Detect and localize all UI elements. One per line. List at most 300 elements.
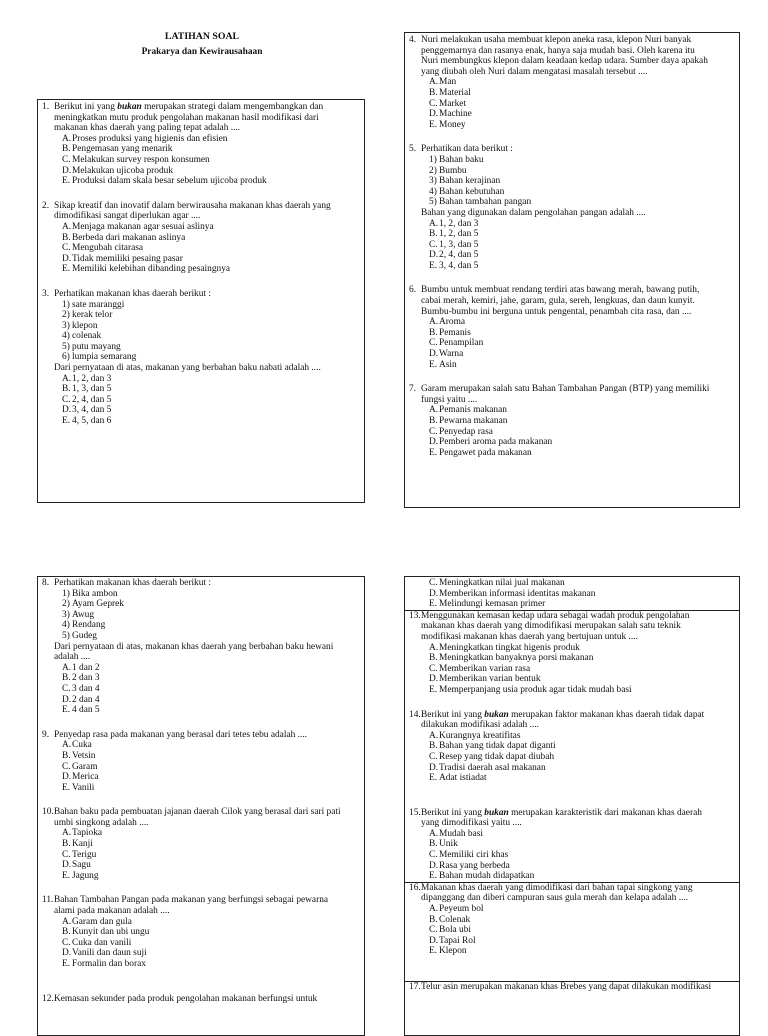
answer-option	[421, 427, 735, 438]
answer-option-text: Rasa yang berbeda	[439, 860, 510, 871]
question-number: 13.	[409, 610, 421, 621]
answer-option-letter: B.	[429, 87, 438, 98]
answer-option-letter: E.	[429, 447, 438, 458]
answer-option-letter: D.	[62, 860, 72, 871]
answer-option-text: Penyedap rasa	[439, 426, 493, 437]
answer-option-text: Memiliki kelebihan dibanding pesaingnya	[72, 264, 231, 275]
answer-option-text: Vanili	[72, 782, 95, 793]
answer-option	[421, 904, 735, 915]
answer-option-letter: E.	[429, 871, 438, 882]
statement-item	[54, 631, 360, 642]
answer-option	[421, 752, 735, 763]
statement-item-text: sate maranggi	[72, 299, 125, 310]
statement-item-text: Rendang	[72, 620, 106, 631]
answer-option	[54, 222, 360, 233]
statement-item	[54, 310, 360, 321]
answer-option-text: Mudah basi	[439, 828, 484, 839]
answer-option-letter: C.	[429, 925, 438, 936]
answer-option-letter: D.	[429, 860, 439, 871]
question-stem: Bumbu untuk membuat rendang terdiri atas bawang merah, bawang putih,	[421, 285, 700, 296]
answer-option-text: Memberikan varian bentuk	[439, 674, 541, 685]
answer-option	[54, 839, 360, 850]
answer-option-letter: B.	[429, 416, 438, 426]
question-6	[409, 285, 735, 370]
answer-option-text: Jagung	[72, 870, 99, 881]
answer-option	[54, 938, 360, 949]
answer-option-letter: A.	[429, 642, 439, 653]
answer-option-text: Vanili dan daun suji	[72, 948, 147, 959]
answer-option	[54, 948, 360, 959]
answer-option	[421, 829, 735, 840]
question-stem: Bahan baku pada pembuatan jajanan daerah Cilok yang berasal dari sari pati	[54, 807, 341, 818]
answer-option	[54, 751, 360, 762]
answer-option-letter: A.	[62, 828, 72, 839]
statement-item	[421, 197, 735, 208]
statement-item-text: Bahan baku	[439, 154, 484, 165]
statement-item-text: colenak	[72, 331, 102, 342]
answer-option-text: Colenak	[439, 914, 471, 925]
statement-item	[54, 331, 360, 342]
answer-option	[421, 109, 735, 120]
answer-option-text: 2 dan 4	[72, 694, 100, 705]
answer-option-letter: D.	[429, 437, 439, 448]
answer-option	[54, 762, 360, 773]
answer-option	[54, 663, 360, 674]
answer-option	[421, 360, 735, 371]
answer-option	[421, 578, 735, 589]
statement-item-letter: 6)	[62, 352, 70, 363]
answer-option-letter: D.	[62, 948, 72, 959]
answer-option-text: Resep yang tidak dapat diubah	[439, 751, 555, 762]
answer-option-text: Tidak memiliki pesaing pasar	[72, 253, 183, 264]
answer-option-letter: E.	[62, 416, 71, 427]
answer-option-text: 3, 4, dan 5	[439, 260, 479, 271]
answer-option-text: 2 dan 3	[72, 673, 100, 684]
question-stem: dimodifikasi sangat diperlukan agar ....	[54, 211, 201, 222]
statement-item-letter: 2)	[62, 599, 70, 610]
answer-option	[54, 705, 360, 716]
answer-option-text: Memberikan varian rasa	[439, 663, 531, 674]
answer-option-text: Cuka dan vanili	[72, 937, 132, 948]
answer-option-text: Bahan mudah didapatkan	[439, 871, 535, 882]
answer-option	[421, 915, 735, 926]
answer-option-text: Memiliki ciri khas	[439, 850, 509, 861]
statement-item-letter: 3)	[62, 609, 70, 620]
answer-option-letter: C.	[429, 850, 438, 861]
question-prompt: adalah ....	[54, 652, 91, 663]
question-prompt: Bahan yang digunakan dalam pengolahan pangan adalah ....	[421, 207, 646, 218]
statement-item	[421, 166, 735, 177]
question-stem: Sikap kreatif dan inovatif dalam berwirausaha makanan khas daerah yang	[54, 200, 331, 211]
question-stem: alami pada makanan adalah ....	[54, 906, 170, 917]
question-number: 16.	[409, 882, 421, 893]
statement-item-letter: 5)	[62, 630, 70, 641]
answer-option-letter: C.	[429, 578, 438, 588]
answer-option-letter: A.	[429, 77, 439, 88]
question-number: 8.	[42, 578, 50, 588]
answer-option-text: Merica	[72, 772, 99, 783]
answer-option-text: Garam	[72, 761, 98, 772]
answer-option-letter: A.	[62, 662, 72, 673]
answer-option-letter: C.	[429, 98, 438, 109]
answer-option-letter: A.	[429, 218, 439, 229]
statement-item-text: klepon	[72, 320, 98, 331]
page-title: LATIHAN SOAL	[164, 31, 240, 42]
statement-item-letter: 4)	[62, 620, 70, 631]
statement-item-letter: 4)	[429, 186, 437, 197]
question-stem: umbi singkong adalah ....	[54, 817, 149, 828]
answer-option-text: Kunyit dan ubi ungu	[72, 927, 150, 938]
answer-option-text: Kurangnya kreatifitas	[439, 730, 521, 741]
answer-option-text: Vetsin	[72, 750, 96, 761]
answer-option	[54, 254, 360, 265]
question-stem: Kemasan sekunder pada produk pengolahan makanan berfungsi untuk	[54, 993, 318, 1004]
answer-option	[421, 674, 735, 685]
answer-option	[421, 589, 735, 600]
answer-option	[421, 261, 735, 272]
answer-option-letter: A.	[62, 916, 72, 927]
statement-item-text: Awug	[72, 609, 95, 620]
question-12-continued	[405, 578, 739, 610]
answer-option	[54, 384, 360, 395]
statement-item-text: lumpia semarang	[72, 352, 137, 363]
answer-option-text: 1, 2, dan 5	[439, 229, 479, 240]
answer-option	[421, 416, 735, 427]
answer-option	[421, 664, 735, 675]
answer-option-text: 1, 3, dan 5	[72, 384, 112, 395]
statement-item-letter: 2)	[429, 165, 437, 176]
question-number: 12.	[42, 993, 54, 1004]
answer-option	[54, 783, 360, 794]
statement-item	[421, 187, 735, 198]
answer-option-letter: D.	[429, 762, 439, 773]
statement-item-text: Bahan kebutuhan	[439, 186, 505, 197]
answer-option-letter: B.	[429, 914, 438, 925]
answer-option-letter: C.	[62, 761, 71, 772]
question-3	[42, 289, 360, 427]
answer-option	[421, 599, 735, 610]
question-stem: Bahan Tambahan Pangan pada makanan yang berfungsi sebagai pewarna	[54, 895, 329, 906]
question-7	[409, 384, 735, 458]
statement-item	[54, 599, 360, 610]
question-number: 17.	[409, 982, 421, 992]
statement-item-letter: 2)	[62, 310, 70, 321]
question-13	[405, 610, 739, 882]
answer-option-letter: D.	[62, 772, 72, 783]
statement-item-letter: 3)	[62, 320, 70, 331]
answer-option-letter: D.	[429, 935, 439, 946]
question-4	[409, 35, 735, 130]
question-prompt: Dari pernyataan di atas, makanan khas daerah yang berbahan baku hewani	[54, 641, 334, 652]
answer-option-letter: D.	[429, 588, 439, 599]
statement-item-letter: 5)	[62, 341, 70, 352]
statement-item	[421, 155, 735, 166]
answer-option-letter: E.	[429, 119, 438, 130]
page-subtitle: Prakarya dan Kewirausahaan	[141, 47, 263, 57]
question-stem: dilakukan modifikasi adalah ....	[421, 720, 539, 731]
answer-option-letter: B.	[429, 327, 438, 338]
answer-option-text: Proses produksi yang higienis dan efisien	[72, 133, 228, 144]
answer-option	[421, 317, 735, 328]
answer-option-letter: B.	[429, 229, 438, 240]
question-stem: Nuri membungkus klepon dalam keadaan kedap udara. Sumber daya apakah	[421, 56, 708, 67]
statement-item-text: Ayam Geprek	[72, 599, 124, 610]
question-stem: dipanggang dan diberi campuran saus gula merah dan kelapa adalah ....	[421, 893, 689, 904]
answer-option-letter: D.	[429, 250, 439, 261]
question-number: 2.	[42, 200, 50, 211]
question-stem: Telur asin merupakan makanan khas Brebes yang dapat dilakukan modifikasi	[421, 982, 712, 992]
question-number: 7.	[409, 384, 417, 395]
question-box-2	[404, 32, 740, 508]
question-stem: Penyedap rasa pada makanan yang berasal dari tetes tebu adalah ....	[54, 729, 308, 740]
answer-option	[421, 99, 735, 110]
answer-option-text: Melakukan survey respon konsumen	[72, 154, 210, 165]
answer-option	[54, 917, 360, 928]
statement-item	[54, 342, 360, 353]
answer-option	[421, 653, 735, 664]
answer-option	[421, 448, 735, 459]
answer-option-text: 4, 5, dan 6	[72, 416, 112, 427]
question-stem: Perhatikan data berikut :	[421, 144, 513, 155]
question-stem: penggemarnya dan rasanya enak, hanya saja mudah basi. Oleh karena itu	[421, 45, 695, 56]
answer-option-text: Tapioka	[72, 828, 103, 839]
answer-option	[54, 405, 360, 416]
answer-option	[54, 959, 360, 970]
answer-option-text: Terigu	[72, 849, 97, 860]
answer-option-text: Money	[439, 119, 466, 130]
statement-item-text: Bahan kerajinan	[439, 176, 501, 187]
answer-option-text: Aroma	[439, 317, 466, 328]
answer-option-text: Garam dan gula	[72, 916, 132, 927]
answer-option	[54, 243, 360, 254]
question-stem: Nuri melakukan usaha membuat klepon aneka rasa, klepon Nuri banyak	[421, 35, 692, 45]
answer-option-text: Berbeda dari makanan aslinya	[72, 232, 186, 243]
answer-option	[421, 925, 735, 936]
answer-option-text: Meningkatkan nilai jual makanan	[439, 578, 565, 588]
answer-option-text: Meningkatkan tingkat higenis produk	[439, 642, 580, 653]
answer-option-letter: C.	[62, 937, 71, 948]
answer-option-text: 1, 2, dan 3	[439, 218, 479, 229]
statement-item-letter: 1)	[429, 154, 437, 165]
answer-option-letter: B.	[62, 927, 71, 938]
answer-option-letter: E.	[62, 782, 71, 793]
answer-option	[54, 416, 360, 427]
answer-option	[421, 946, 735, 957]
statement-item	[54, 300, 360, 311]
question-number: 6.	[409, 285, 417, 296]
answer-option-letter: A.	[429, 904, 439, 915]
answer-option-text: Melakukan ujicoba produk	[72, 165, 174, 176]
answer-option-letter: D.	[62, 253, 72, 264]
answer-option	[421, 437, 735, 448]
answer-option-text: Bahan yang tidak dapat diganti	[439, 741, 556, 752]
answer-option-text: Cuka	[72, 740, 92, 751]
answer-option-text: Formalin dan borax	[72, 959, 146, 969]
statement-item	[421, 176, 735, 187]
question-17	[405, 981, 739, 993]
answer-option-text: Man	[439, 77, 457, 88]
answer-option-letter: B.	[62, 839, 71, 850]
question-stem: yang diubah oleh Nuri dalam mengatasi masalah tersebut ....	[421, 66, 648, 77]
answer-option-text: Material	[439, 87, 471, 98]
answer-option	[421, 250, 735, 261]
answer-option	[54, 155, 360, 166]
question-stem: makanan khas daerah yang paling tepat adalah ....	[54, 123, 241, 134]
answer-option-text: Pengawet pada makanan	[439, 447, 532, 458]
answer-option-text: Pewarna makanan	[439, 416, 508, 426]
answer-option-text: Sagu	[72, 860, 91, 871]
answer-option-letter: B.	[62, 750, 71, 761]
statement-item-text: kerak telor	[72, 310, 113, 321]
answer-option	[421, 685, 735, 696]
question-box-4	[404, 576, 740, 1036]
question-5	[409, 144, 735, 271]
statement-item-letter: 4)	[62, 331, 70, 342]
answer-option	[54, 740, 360, 751]
answer-option	[54, 264, 360, 275]
answer-option-letter: C.	[429, 751, 438, 762]
answer-option-letter: C.	[62, 849, 71, 860]
answer-option-text: Menjaga makanan agar sesuai aslinya	[72, 221, 214, 232]
question-stem: Berikut ini yang bukan merupakan karakteristik dari makanan khas daerah	[421, 807, 702, 818]
answer-option-text: 3 dan 4	[72, 683, 100, 694]
answer-option-text: Peyeum bol	[439, 904, 484, 915]
answer-option-text: Pengemasan yang menarik	[72, 144, 173, 155]
answer-option	[54, 134, 360, 145]
answer-option-letter: E.	[62, 264, 71, 275]
question-2	[42, 201, 360, 275]
answer-option	[421, 643, 735, 654]
answer-option-text: 2, 4, dan 5	[72, 394, 112, 405]
answer-option	[54, 374, 360, 385]
answer-option-letter: E.	[429, 684, 438, 695]
answer-option-text: Machine	[439, 109, 472, 120]
answer-option	[421, 773, 735, 784]
answer-option-text: 3, 4, dan 5	[72, 405, 112, 416]
answer-option-letter: D.	[62, 165, 72, 176]
statement-item-text: Bika ambon	[72, 588, 118, 599]
answer-option-text: Bola ubi	[439, 925, 472, 936]
answer-option	[54, 695, 360, 706]
answer-option-letter: C.	[62, 394, 71, 405]
answer-option-text: Unik	[439, 839, 458, 850]
answer-option	[54, 233, 360, 244]
question-stem: Makanan khas daerah yang dimodifikasi dari bahan tapai singkong yang	[421, 882, 693, 893]
question-number: 11.	[42, 895, 54, 906]
answer-option-text: Memperpanjang usia produk agar tidak mudah basi	[439, 684, 632, 695]
answer-option-letter: B.	[62, 384, 71, 395]
answer-option-letter: B.	[62, 232, 71, 243]
statement-item	[54, 610, 360, 621]
answer-option-letter: C.	[429, 426, 438, 437]
statement-item-text: Gudeg	[72, 630, 97, 641]
question-stem: makanan khas daerah yang dimodifikasi merupakan salah satu teknik	[421, 621, 681, 632]
answer-option-letter: B.	[62, 673, 71, 684]
answer-option	[54, 772, 360, 783]
answer-option-text: Adat istiadat	[439, 773, 487, 784]
answer-option	[54, 860, 360, 871]
answer-option-letter: B.	[429, 839, 438, 850]
answer-option-letter: E.	[429, 773, 438, 784]
answer-option-text: Kanji	[72, 839, 93, 850]
answer-option-text: Meningkatkan banyaknya porsi makanan	[439, 653, 594, 664]
statement-item-letter: 1)	[62, 299, 70, 310]
answer-option-text: Melindungi kemasan primer	[439, 599, 546, 610]
question-stem: fungsi yaitu ....	[421, 394, 478, 405]
answer-option-letter: D.	[429, 109, 439, 120]
answer-option-letter: E.	[62, 870, 71, 881]
answer-option	[421, 405, 735, 416]
answer-option-letter: E.	[429, 359, 438, 370]
answer-option-letter: B.	[429, 653, 438, 664]
question-8	[42, 578, 360, 716]
answer-option-letter: A.	[62, 373, 72, 384]
question-9	[42, 730, 360, 794]
answer-option	[54, 144, 360, 155]
answer-option-text: Pemberi aroma pada makanan	[439, 437, 553, 448]
answer-option-letter: D.	[429, 674, 439, 685]
statement-item-text: putu mayang	[72, 341, 121, 352]
answer-option	[421, 741, 735, 752]
answer-option	[421, 763, 735, 774]
answer-option-text: 1, 3, dan 5	[439, 239, 479, 250]
answer-option-letter: E.	[62, 176, 71, 187]
question-14	[409, 710, 735, 784]
answer-option	[421, 120, 735, 131]
answer-option	[54, 828, 360, 839]
answer-option-letter: E.	[429, 946, 438, 957]
question-stem: Berikut ini yang bukan merupakan faktor makanan khas daerah tidak dapat	[421, 709, 705, 720]
answer-option	[421, 861, 735, 872]
question-15	[409, 808, 735, 882]
question-stem: cabai merah, kemiri, jahe, garam, gula, sereh, lengkuas, dan daun kunyit.	[421, 296, 695, 307]
answer-option	[54, 176, 360, 187]
question-number: 14.	[409, 709, 421, 720]
answer-option-letter: A.	[62, 133, 72, 144]
answer-option-letter: E.	[62, 705, 71, 716]
answer-option-letter: D.	[429, 349, 439, 360]
answer-option	[421, 839, 735, 850]
answer-option-letter: E.	[62, 959, 71, 969]
question-number: 5.	[409, 144, 417, 155]
answer-option-letter: C.	[62, 683, 71, 694]
answer-option	[54, 871, 360, 882]
question-stem: Perhatikan makanan khas daerah berikut :	[54, 288, 211, 299]
answer-option-text: Pemanis	[439, 327, 471, 338]
answer-option	[54, 395, 360, 406]
answer-option	[421, 219, 735, 230]
answer-option-letter: E.	[429, 599, 438, 610]
answer-option-letter: A.	[429, 317, 439, 328]
question-stem: Berikut ini yang bukan merupakan strategi dalam mengembangkan dan	[54, 102, 324, 112]
question-stem: yang dimodifikasi yaitu ....	[421, 818, 522, 829]
answer-option	[421, 936, 735, 947]
answer-option-text: Pemanis makanan	[439, 405, 507, 416]
answer-option-letter: A.	[429, 828, 439, 839]
question-stem: Garam merupakan salah satu Bahan Tambahan Pangan (BTP) yang memiliki	[421, 384, 710, 395]
question-stem: Perhatikan makanan khas daerah berikut :	[54, 578, 211, 588]
answer-option	[421, 328, 735, 339]
answer-option-letter: B.	[429, 741, 438, 752]
answer-option	[421, 88, 735, 99]
answer-option-text: 4 dan 5	[72, 705, 100, 716]
answer-option-letter: A.	[429, 405, 439, 416]
answer-option-letter: E.	[429, 260, 438, 271]
question-16	[405, 882, 739, 957]
question-box-1	[37, 99, 365, 503]
question-stem: meningkatkan mutu produk pengolahan makanan hasil modifikasi dari	[54, 112, 319, 123]
answer-option-text: Tapai Rol	[439, 935, 476, 946]
